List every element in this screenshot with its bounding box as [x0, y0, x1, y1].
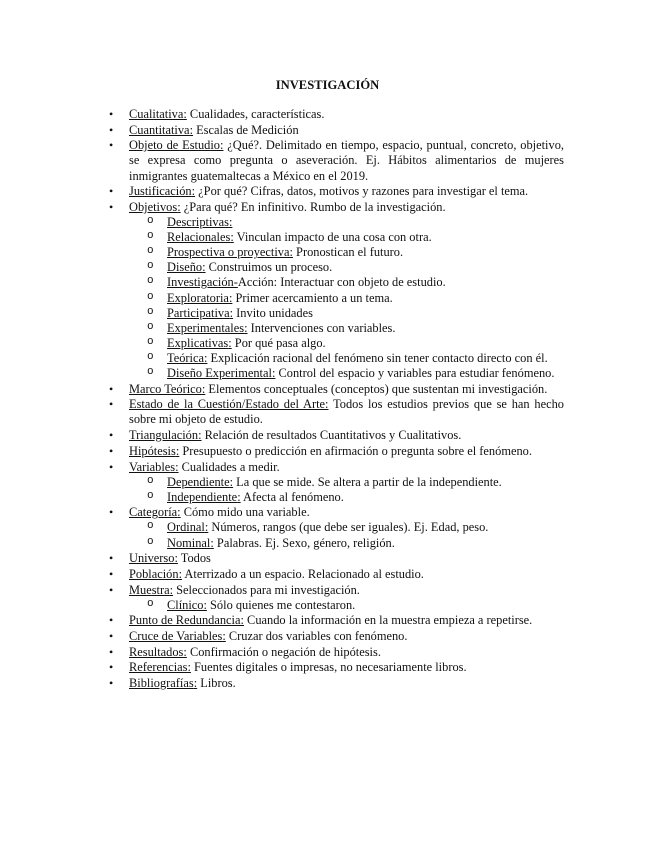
- subterm-definition: Por qué pasa algo.: [231, 335, 326, 350]
- subterm-definition: Vinculan impacto de una cosa con otra.: [233, 230, 432, 245]
- term-label: Categoría: [129, 505, 178, 520]
- sub-list-item: [129, 245, 564, 260]
- term-definition: Cómo mido una variable.: [180, 505, 310, 520]
- term-definition: ¿Qué?. Delimitado en tiempo, espacio, puntual, concreto, objetivo, se expresa como pregunta o aseveración. Ej. Hábitos alimentarios de mujeres inmigrantes guatemaltecas a México en el 2019.: [129, 138, 564, 183]
- sub-list-item: [129, 291, 564, 306]
- term-label: Hipótesis: [129, 443, 176, 458]
- term-label: Marco Teórico: [129, 381, 202, 396]
- subterm-definition: Pronostican el futuro.: [292, 245, 404, 260]
- subterm-separator: :: [228, 335, 232, 350]
- term-label: Objetivos: [129, 199, 178, 214]
- subterm-definition: Números, rangos (que debe ser iguales). Ej. Edad, peso.: [208, 520, 489, 535]
- subterm-definition: Acción: Interactuar con objeto de estudio.: [237, 275, 446, 290]
- subterm-label: Dependiente: [167, 474, 230, 489]
- term-separator: :: [191, 184, 196, 199]
- term-separator: :: [177, 505, 181, 520]
- list-item: [108, 107, 564, 122]
- subterm-label: Explicativas: [167, 335, 229, 350]
- subterm-separator: :: [228, 215, 233, 230]
- subterm-separator: :: [228, 290, 233, 305]
- term-separator: :: [169, 582, 174, 597]
- subterm-definition: Invito unidades: [233, 305, 313, 320]
- term-label: Punto de Redundancia: [129, 613, 241, 628]
- subterm-separator: :: [230, 230, 234, 245]
- sub-list: [129, 520, 564, 550]
- subterm-separator: :: [229, 305, 234, 320]
- term-separator: :: [187, 660, 191, 675]
- list-item: [108, 567, 564, 582]
- sub-list: [129, 475, 564, 505]
- subterm-definition: Intervenciones con variables.: [247, 320, 396, 335]
- term-separator: :: [240, 613, 244, 628]
- sub-list-item: [129, 275, 564, 290]
- term-label: Referencias: [129, 660, 188, 675]
- list-item: [108, 444, 564, 459]
- subterm-label: Descriptivas: [167, 215, 229, 230]
- term-definition: Seleccionados para mi investigación.: [173, 582, 360, 597]
- subterm-separator: :: [203, 350, 208, 365]
- term-label: Cuantitativa: [129, 122, 190, 137]
- sub-list-item: [129, 336, 564, 351]
- term-definition: Presupuesto o predicción en afirmación o pregunta sobre el fenómeno.: [179, 443, 532, 458]
- subterm-label: Investigación-: [167, 275, 238, 290]
- subterm-label: Clínico: [167, 597, 204, 612]
- subterm-separator: :: [229, 474, 234, 489]
- subterm-separator: :: [271, 365, 276, 380]
- subterm-definition: Control del espacio y variables para estudiar fenómeno.: [275, 365, 555, 380]
- term-definition: Confirmación o negación de hipótesis.: [186, 644, 381, 659]
- term-label: Estado de la Cuestión/Estado del Arte: [129, 397, 326, 412]
- subterm-definition: Palabras. Ej. Sexo, género, religión.: [213, 535, 395, 550]
- subterm-separator: :: [289, 245, 293, 260]
- sub-list-item: [129, 366, 564, 381]
- subterm-separator: :: [244, 320, 248, 335]
- subterm-label: Independiente: [167, 489, 238, 504]
- list-item: [108, 382, 564, 397]
- subterm-definition: Sólo quienes me contestaron.: [206, 597, 356, 612]
- sub-list-item: [129, 475, 564, 490]
- subterm-definition: Primer acercamiento a un tema.: [232, 290, 393, 305]
- sub-list-item: [129, 490, 564, 505]
- term-definition: ¿Para qué? En infinitivo. Rumbo de la investigación.: [180, 199, 446, 214]
- term-label: Población: [129, 566, 179, 581]
- subterm-label: Teórica: [167, 350, 204, 365]
- term-separator: :: [201, 381, 206, 396]
- term-separator: :: [175, 443, 180, 458]
- term-separator: :: [222, 629, 226, 644]
- subterm-label: Relacionales: [167, 230, 231, 245]
- list-item: [108, 676, 564, 691]
- list-item: [108, 551, 564, 566]
- subterm-separator: :: [210, 535, 214, 550]
- term-definition: Aterrizado a un espacio. Relacionado al estudio.: [182, 566, 424, 581]
- subterm-separator: :: [237, 489, 241, 504]
- concept-list: [108, 107, 564, 692]
- sub-list-item: [129, 260, 564, 275]
- term-definition: Elementos conceptuales (conceptos) que sustentan mi investigación.: [205, 381, 548, 396]
- subterm-definition: Afecta al fenómeno.: [240, 489, 344, 504]
- subterm-label: Participativa: [167, 305, 230, 320]
- list-item: [108, 629, 564, 644]
- term-separator: :: [183, 107, 187, 121]
- term-separator: :: [183, 644, 187, 659]
- page-title: INVESTIGACIÓN: [275, 78, 380, 92]
- term-label: Bibliografías: [129, 676, 194, 691]
- subterm-label: Experimentales: [167, 320, 245, 335]
- list-item: [108, 460, 564, 505]
- sub-list-item: [129, 598, 564, 613]
- term-separator: :: [198, 428, 202, 443]
- list-item: [108, 645, 564, 660]
- term-definition: Libros.: [197, 676, 236, 691]
- sub-list-item: [129, 351, 564, 366]
- list-item: [108, 613, 564, 628]
- list-item: [108, 184, 564, 199]
- subterm-separator: :: [202, 260, 206, 275]
- sub-list-item: [129, 321, 564, 336]
- subterm-separator: :: [204, 520, 209, 535]
- term-label: Muestra: [129, 582, 170, 597]
- list-item: [108, 660, 564, 675]
- term-separator: :: [189, 122, 194, 137]
- list-item: [108, 397, 564, 427]
- sub-list-item: [129, 536, 564, 551]
- sub-list-item: [129, 230, 564, 245]
- sub-list-item: [129, 215, 564, 230]
- subterm-separator: :: [203, 597, 207, 612]
- term-separator: :: [178, 566, 183, 581]
- term-label: Cruce de Variables: [129, 629, 223, 644]
- sub-list-item: [129, 306, 564, 321]
- term-definition: Todos: [177, 551, 211, 566]
- term-label: Universo: [129, 551, 175, 566]
- subterm-label: Ordinal: [167, 520, 205, 535]
- list-item: [108, 505, 564, 550]
- term-separator: :: [175, 459, 179, 474]
- subterm-label: Exploratoria: [167, 290, 229, 305]
- subterm-label: Diseño: [167, 260, 203, 275]
- term-definition: Cruzar dos variables con fenómeno.: [225, 629, 408, 644]
- term-definition: ¿Por qué? Cifras, datos, motivos y razones para investigar el tema.: [195, 184, 529, 199]
- term-definition: Cuando la información en la muestra empieza a repetirse.: [243, 613, 533, 628]
- list-item: [108, 138, 564, 183]
- subterm-definition: Construimos un proceso.: [205, 260, 333, 275]
- term-label: Resultados: [129, 644, 184, 659]
- list-item: [108, 428, 564, 443]
- term-separator: :: [174, 551, 178, 566]
- term-separator: :: [325, 397, 329, 412]
- sub-list: [129, 598, 564, 613]
- term-label: Variables: [129, 459, 176, 474]
- list-item: [108, 123, 564, 138]
- term-definition: Relación de resultados Cuantitativos y Cualitativos.: [201, 428, 462, 443]
- subterm-label: Prospectiva o proyectiva: [167, 245, 290, 260]
- term-separator: :: [177, 199, 181, 214]
- term-definition: Cualidades, características.: [186, 107, 325, 121]
- sub-list: [129, 215, 564, 381]
- list-item: [108, 200, 564, 381]
- term-label: Cualitativa: [129, 107, 184, 121]
- subterm-definition: La que se mide. Se altera a partir de la independiente.: [233, 474, 502, 489]
- sub-list-item: [129, 520, 564, 535]
- subterm-definition: Explicación racional del fenómeno sin tener contacto directo con él.: [207, 350, 548, 365]
- term-definition: Escalas de Medición: [193, 122, 299, 137]
- subterm-label: Nominal: [167, 535, 211, 550]
- term-definition: Fuentes digitales o impresas, no necesariamente libros.: [190, 660, 467, 675]
- term-label: Objeto de Estudio: [129, 138, 220, 153]
- list-item: [108, 583, 564, 613]
- term-separator: :: [220, 138, 224, 153]
- term-definition: Todos los estudios previos que se han hecho sobre mi objeto de estudio.: [129, 397, 565, 427]
- term-label: Triangulación: [129, 428, 199, 443]
- subterm-label: Diseño Experimental: [167, 365, 272, 380]
- term-separator: :: [193, 676, 198, 691]
- term-definition: Cualidades a medir.: [178, 459, 280, 474]
- term-label: Justificación: [129, 184, 192, 199]
